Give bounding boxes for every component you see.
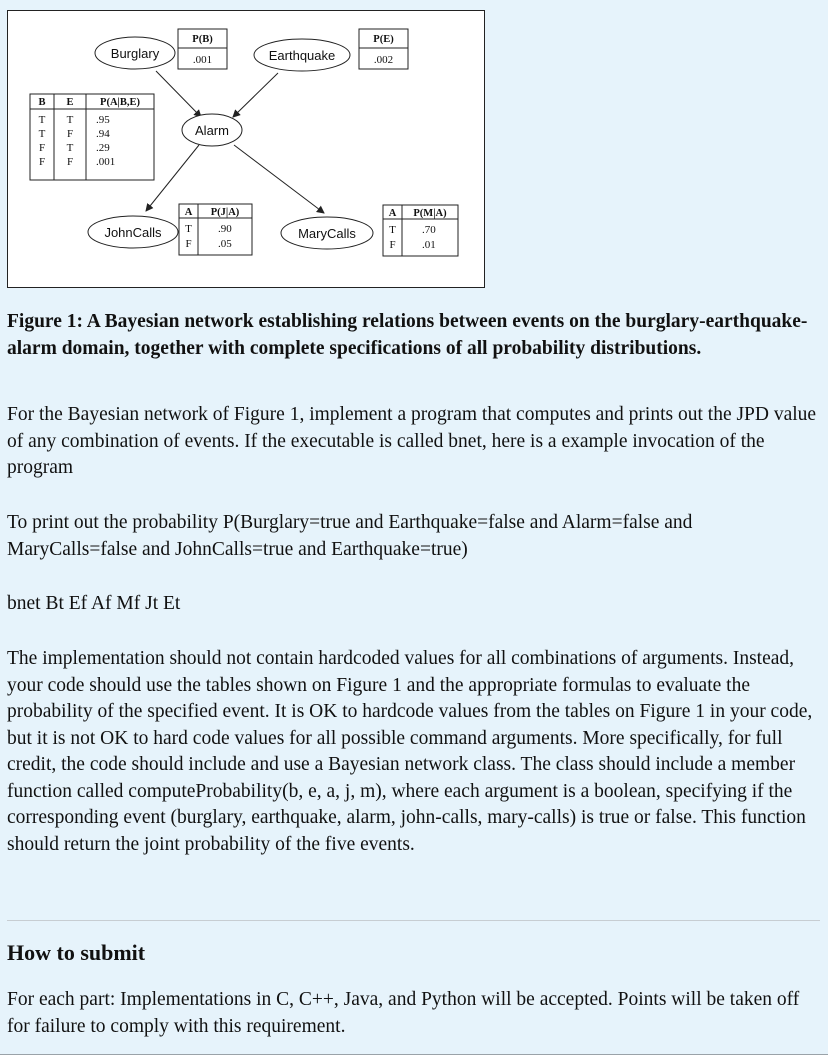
table-cell: F xyxy=(66,128,74,140)
table-cell: T xyxy=(66,142,74,154)
pb-table xyxy=(178,29,227,69)
edge-alarm-marycalls xyxy=(234,145,324,213)
table-cell: T xyxy=(38,114,46,126)
alarm-cpt-header-p: P(A|B,E) xyxy=(100,97,140,108)
alarm-cpt-table xyxy=(30,94,154,180)
table-cell: F xyxy=(38,156,46,168)
table-cell: .05 xyxy=(218,238,232,250)
network-diagram xyxy=(8,11,484,287)
table-cell: .70 xyxy=(422,224,436,236)
table-cell: F xyxy=(185,238,192,250)
table-cell: .01 xyxy=(422,239,436,251)
pe-header: P(E) xyxy=(373,34,394,45)
john-cpt-header-a: A xyxy=(184,207,193,218)
table-cell: T xyxy=(38,128,46,140)
edge-earthquake-alarm xyxy=(233,73,278,117)
alarm-cpt-header-e: E xyxy=(66,97,74,108)
john-cpt-header-p: P(J|A) xyxy=(210,207,240,218)
paragraph-example-command: bnet Bt Ef Af Mf Jt Et xyxy=(7,593,181,614)
paragraph-task: For the Bayesian network of Figure 1, implement a program that computes and prints out the JPD value of any combination of events. If the executable is called bnet, here is a example invocation of the program xyxy=(7,404,817,478)
node-burglary xyxy=(95,37,175,69)
section-heading: How to submit xyxy=(7,940,146,965)
paragraph-example-description: To print out the probability P(Burglary=true and Earthquake=false and Alarm=false and MaryCalls=false and JohnCalls=true and Earthquake=true) xyxy=(7,512,693,560)
pb-header: P(B) xyxy=(192,34,213,45)
john-cpt-table xyxy=(179,204,252,255)
node-alarm-label: Alarm xyxy=(195,123,229,138)
node-marycalls-label: MaryCalls xyxy=(298,226,356,241)
table-cell: .001 xyxy=(96,156,116,168)
node-earthquake xyxy=(254,39,350,71)
table-cell: F xyxy=(389,239,396,251)
bayesian-network-figure xyxy=(7,10,485,288)
node-marycalls xyxy=(281,217,373,249)
edge-burglary-alarm xyxy=(156,71,201,117)
table-cell: .95 xyxy=(96,114,110,126)
paragraph-submission: For each part: Implementations in C, C++, Java, and Python will be accepted. Points will be taken off for failure to comply with this requirement. xyxy=(7,989,800,1037)
mary-cpt-header-a: A xyxy=(388,208,397,219)
edges xyxy=(146,71,324,213)
mary-cpt-header-p: P(M|A) xyxy=(413,208,447,219)
mary-cpt-table xyxy=(383,205,458,256)
table-cell: T xyxy=(389,224,396,236)
table-cell: F xyxy=(66,156,74,168)
table-cell: .90 xyxy=(218,223,232,235)
section-divider xyxy=(7,920,820,921)
pe-value: .002 xyxy=(373,54,394,66)
table-cell: T xyxy=(66,114,74,126)
node-johncalls-label: JohnCalls xyxy=(104,225,162,240)
alarm-cpt-header-b: B xyxy=(38,97,46,108)
table-cell: .29 xyxy=(96,142,110,154)
node-johncalls xyxy=(88,216,178,248)
paragraph-requirements: The implementation should not contain hardcoded values for all combinations of arguments. Instead, your code should use the tables shown on Figure 1 and the appropriate formulas to evaluate the probability of the specified event. It is OK to hardcode values from the tables on Figure 1 in your code, but it is not OK to hard code values for all possible command arguments. More specifically, for full credit, the code should include and use a Bayesian network class. The class should include a member function called computeProbability(b, e, a, j, m), where each argument is a boolean, specifying if the corresponding event (burglary, earthquake, alarm, john-calls, mary-calls) is true or false. This function should return the joint probability of the five events. xyxy=(7,648,813,855)
table-cell: .94 xyxy=(96,128,110,140)
pb-value: .001 xyxy=(192,54,213,66)
table-cell: F xyxy=(38,142,46,154)
table-cell: T xyxy=(185,223,192,235)
node-alarm xyxy=(182,114,242,146)
node-earthquake-label: Earthquake xyxy=(268,48,336,63)
figure-caption: Figure 1: A Bayesian network establishing relations between events on the burglary-earthquake-alarm domain, together with complete specifications of all probability distributions. xyxy=(7,311,808,359)
pe-table xyxy=(359,29,408,69)
node-burglary-label: Burglary xyxy=(110,46,160,61)
